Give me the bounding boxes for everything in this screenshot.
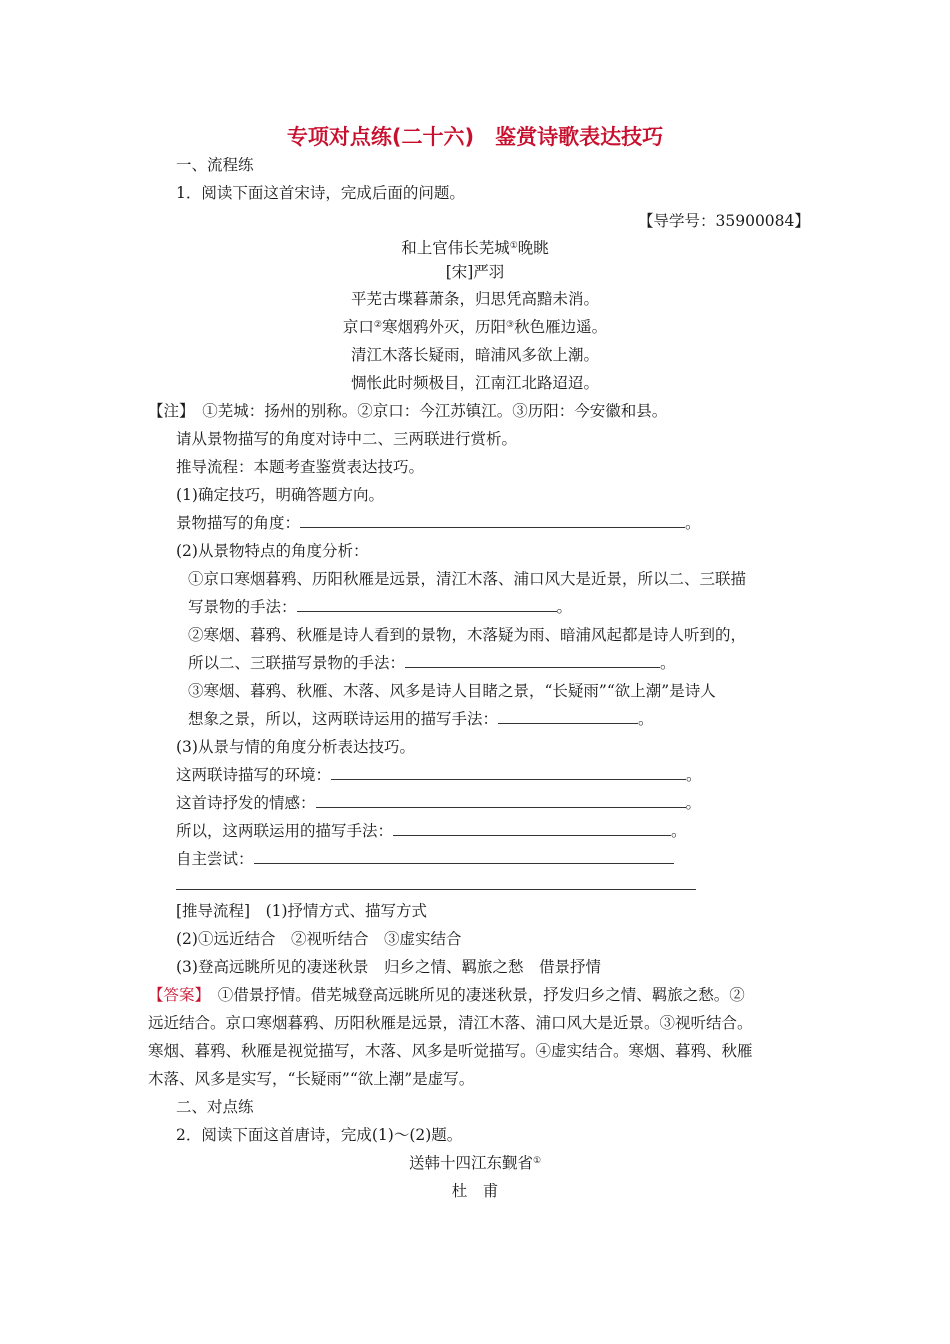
step-2-item-2-b [188,652,676,674]
step-1: (1)确定技巧，明确答题方向。 [176,486,384,504]
answer-line-4: 木落、风多是实写，“长疑雨”“欲上潮”是虚写。 [148,1070,475,1088]
poem-1-line-4: 惆怅此时频极目，江南江北路迢迢。 [350,374,599,392]
answer-blank[interactable] [316,792,686,808]
blank-label: 这两联诗描写的环境： [176,766,332,784]
question-2-prompt: 2．阅读下面这首唐诗，完成(1)～(2)题。 [176,1126,463,1144]
poem-1-line-2-b: 寒烟鸦外灭，历阳 [381,318,506,336]
answer-line-3: 寒烟、暮鸦、秋雁是视觉描写，木落、风多是听觉描写。④虚实结合。寒烟、暮鸦、秋雁 [148,1042,753,1060]
poem-1-author: [宋]严羽 [445,263,505,281]
step-3: (3)从景与情的角度分析表达技巧。 [176,738,415,756]
guide-number: 【导学号：35900084】 [638,212,810,230]
period: 。 [685,794,702,812]
section-heading-2: 二、对点练 [176,1098,254,1116]
poem-1-title [0,237,950,259]
poem-1-title-end: 晚眺 [517,239,549,257]
question-1-prompt: 1．阅读下面这首宋诗，完成后面的问题。 [176,184,465,202]
annotation [148,400,667,422]
step-3-item-1 [176,764,702,786]
period: 。 [685,514,701,532]
step-3-item-2 [176,792,701,814]
step-2-item-1-a: ①京口寒烟暮鸦、历阳秋雁是远景，清江木落、浦口风大是近景，所以二、三联描 [188,570,747,588]
answer-text-1: ①借景抒情。借芜城登高远眺所见的凄迷秋景，抒发归乡之情、羁旅之愁。② [217,986,745,1004]
footnote-marker: ② [373,320,382,330]
footnote-marker: ① [532,1156,542,1166]
poem-1-line-1: 平芜古堞暮萧条，归思凭高黯未消。 [350,290,599,308]
step-2-item-2-a: ②寒烟、暮鸦、秋雁是诗人看到的景物，木落疑为雨、暗浦风起都是诗人听到的， [188,626,747,644]
footnote-marker: ① [509,241,518,251]
answer-blank[interactable] [393,820,671,836]
annotation-text: ①芜城：扬州的别称。②京口：今江苏镇江。③历阳：今安徽和县。 [202,402,668,420]
period: 。 [671,822,687,840]
answer-blank[interactable] [498,708,638,724]
flow-answer-3: (3)登高远眺所见的凄迷秋景 归乡之情、羁旅之愁 借景抒情 [176,958,601,976]
step-1-blank-line [176,512,701,534]
answer-blank[interactable] [331,764,686,780]
answer-blank[interactable] [300,512,685,528]
footnote-marker: ③ [506,320,515,330]
annotation-label: 【注】 [148,402,187,420]
blank-label: 自主尝试： [176,850,254,868]
step-2: (2)从景物特点的角度分析： [176,542,369,560]
task-text: 请从景物描写的角度对诗中二、三两联进行赏析。 [176,430,518,448]
poem-2-title-text: 送韩十四江东觐省 [408,1154,533,1172]
period: 。 [556,598,573,616]
period: 。 [638,710,654,728]
answer-blank[interactable] [297,596,557,612]
step-2-item-1-b [188,596,572,618]
flow-answer-2: (2)①远近结合 ②视听结合 ③虚实结合 [176,930,462,948]
blank-label: 所以二、三联描写景物的手法： [188,654,406,672]
flow-intro: 推导流程：本题考查鉴赏表达技巧。 [176,458,425,476]
poem-1-line-2-c: 秋色雁边遥。 [514,318,608,336]
answer-blank-line[interactable] [176,889,696,890]
blank-label: 所以，这两联运用的描写手法： [176,822,394,840]
self-attempt [176,848,674,870]
poem-2-title [0,1152,950,1174]
poem-1-line-2 [0,316,950,338]
step-2-item-3-b [188,708,654,730]
section-heading-1: 一、流程练 [176,156,254,174]
poem-1-line-3: 清江木落长疑雨，暗浦风多欲上潮。 [350,346,599,364]
poem-1-line-2-a: 京口 [342,318,374,336]
step-2-item-3-a: ③寒烟、暮鸦、秋雁、木落、风多是诗人目睹之景，“长疑雨”“欲上潮”是诗人 [188,682,716,700]
answer-line-2: 远近结合。京口寒烟暮鸦、历阳秋雁是远景，清江木落、浦口风大是近景。③视听结合。 [148,1014,753,1032]
blank-label: 景物描写的角度： [176,514,301,532]
answer-blank[interactable] [405,652,660,668]
period: 。 [660,654,676,672]
blank-label: 想象之景，所以，这两联诗运用的描写手法： [188,710,499,728]
answer-label: 【答案】 [148,986,203,1004]
answer-line-1 [148,984,745,1006]
page-title: 专项对点练(二十六) 鉴赏诗歌表达技巧 [286,125,664,149]
answer-blank[interactable] [254,848,674,864]
blank-label: 写景物的手法： [188,598,297,616]
poem-1-title-text: 和上官伟长芜城 [401,239,510,257]
flow-answer-1: [推导流程] (1)抒情方式、描写方式 [176,902,428,920]
period: 。 [686,766,702,784]
step-3-item-3 [176,820,687,842]
poem-2-author: 杜 甫 [451,1182,499,1200]
blank-label: 这首诗抒发的情感： [176,794,316,812]
